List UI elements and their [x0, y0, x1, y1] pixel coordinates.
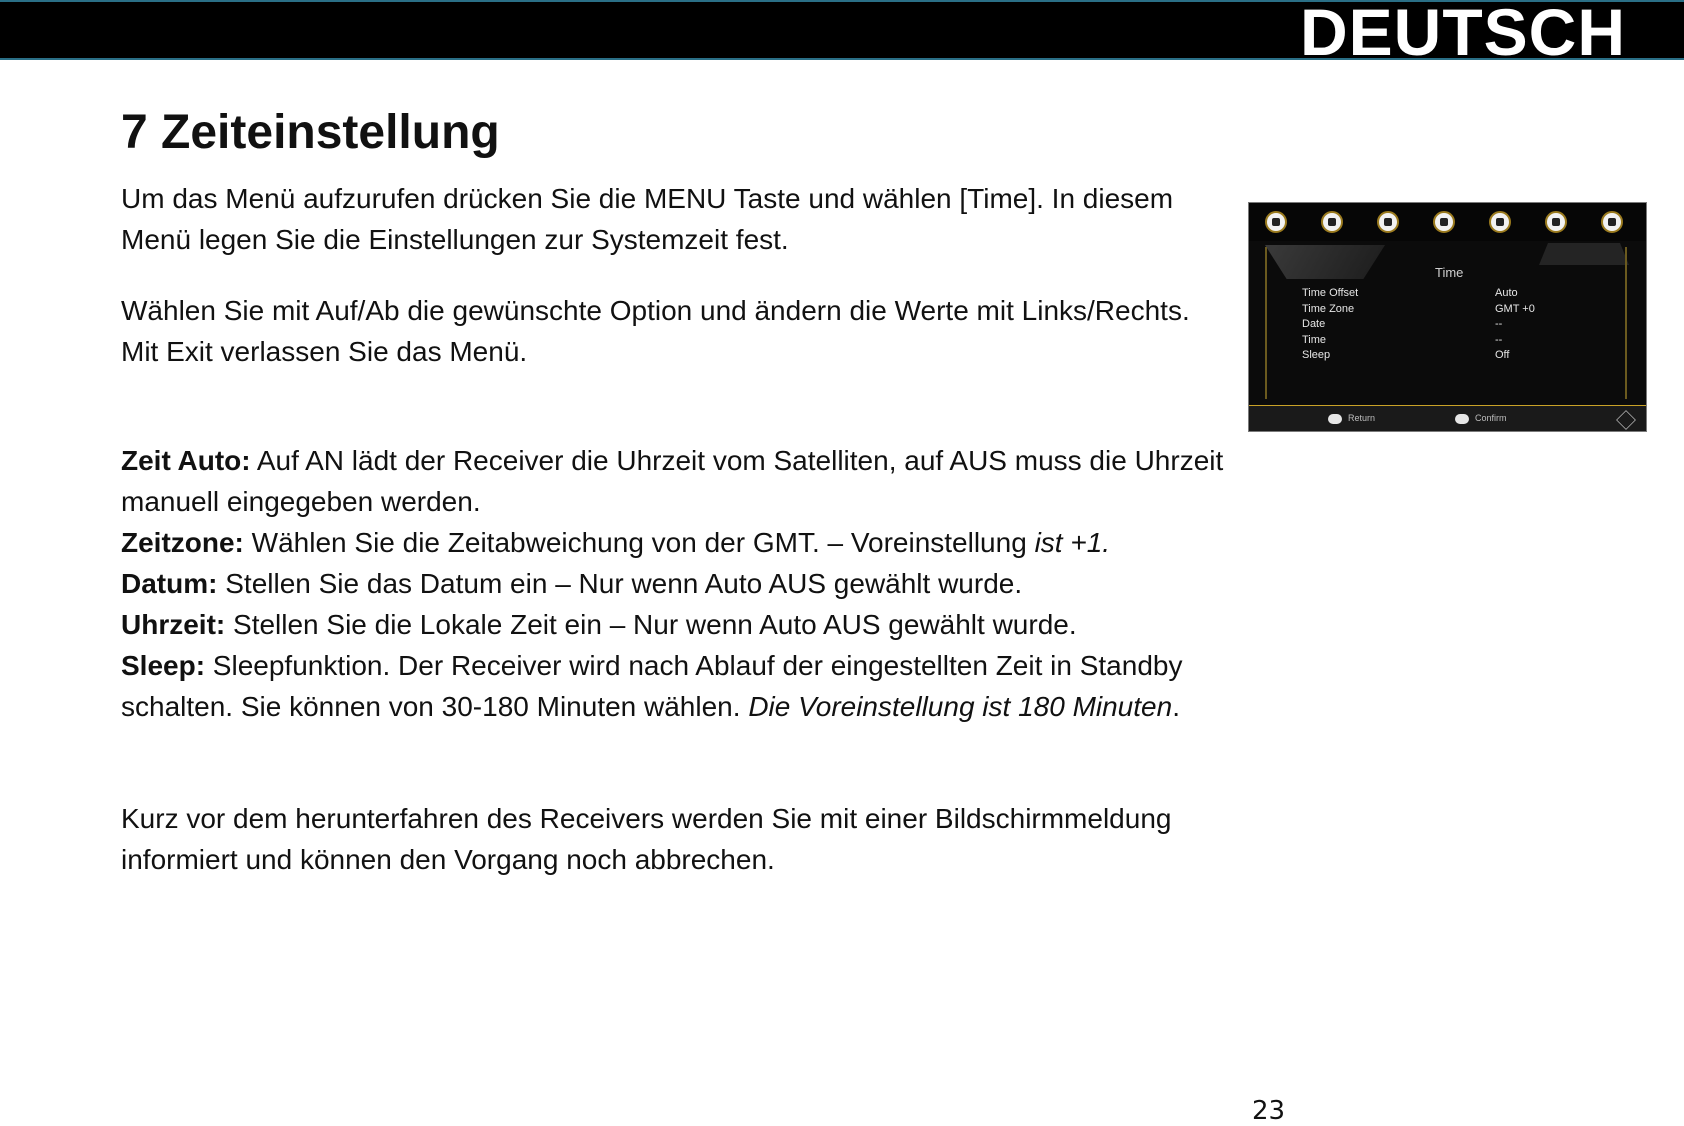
- definition-text: Auf AN lädt der Receiver die Uhrzeit vom Satelliten, auf AUS muss die Uhrzeit manuell eingegeben werden.: [121, 445, 1224, 517]
- definition-text: Stellen Sie das Datum ein – Nur wenn Auto AUS gewählt wurde.: [217, 568, 1023, 599]
- intro-paragraph-1: Um das Menü aufzurufen drücken Sie die MENU Taste und wählen [Time]. In diesem Menü legen Sie die Einstellungen zur Systemzeit fest.: [121, 183, 1174, 255]
- osd-row-value: --: [1495, 334, 1503, 346]
- osd-row-value: Off: [1495, 349, 1510, 361]
- term: Zeitzone:: [121, 527, 244, 558]
- osd-row-label: Date: [1302, 318, 1326, 330]
- definition-end: .: [1172, 691, 1180, 722]
- definition-text: Stellen Sie die Lokale Zeit ein – Nur wenn Auto AUS gewählt wurde.: [225, 609, 1077, 640]
- ok-key-icon: [1455, 414, 1469, 424]
- osd-row-value: --: [1495, 318, 1503, 330]
- definition-italic: ist +1.: [1034, 527, 1111, 558]
- osd-row-label: Time Offset: [1302, 287, 1359, 299]
- osd-row: [1302, 318, 1602, 333]
- time-menu-screenshot: [1248, 202, 1647, 432]
- osd-row-label: Time: [1302, 334, 1327, 346]
- definition-italic: Die Voreinstellung ist 180 Minuten: [748, 691, 1173, 722]
- definition-list: [121, 440, 1261, 727]
- term: Sleep:: [121, 650, 206, 681]
- time-icon: [1433, 211, 1455, 233]
- osd-row: [1302, 287, 1602, 302]
- osd-return-hint: [1328, 413, 1375, 425]
- closing-paragraph: Kurz vor dem herunterfahren des Receivers werden Sie mit einer Bildschirmmeldung informiert und können den Vorgang noch abbrechen.: [121, 803, 1172, 875]
- osd-icon-bar: [1249, 203, 1647, 241]
- term: Datum:: [121, 568, 218, 599]
- channel-list-icon: [1265, 211, 1287, 233]
- language-label: DEUTSCH: [1299, 0, 1626, 69]
- header-bar: [0, 0, 1684, 69]
- osd-row-label: Time Zone: [1302, 303, 1355, 315]
- media-icon: [1321, 211, 1343, 233]
- osd-row-label: Sleep: [1302, 349, 1331, 361]
- page-number: 23: [1252, 1096, 1286, 1126]
- osd-row: [1302, 303, 1602, 318]
- osd-footer: [1249, 405, 1647, 432]
- osd-confirm-label: Confirm: [1475, 413, 1507, 423]
- definition-sleep: [121, 645, 1261, 727]
- definition-text: Wählen Sie die Zeitabweichung von der GMT. – Voreinstellung: [243, 527, 1035, 558]
- exit-key-icon: [1328, 414, 1342, 424]
- game-icon: [1489, 211, 1511, 233]
- term: Zeit Auto:: [121, 445, 251, 476]
- osd-return-label: Return: [1348, 413, 1376, 423]
- osd-confirm-hint: [1455, 413, 1507, 425]
- intro-paragraph-2: Wählen Sie mit Auf/Ab die gewünschte Option und ändern die Werte mit Links/Rechts. Mit Exit verlassen Sie das Menü.: [121, 295, 1190, 367]
- definition-datum: [121, 563, 1261, 604]
- term: Uhrzeit:: [121, 609, 226, 640]
- osd-row: [1302, 334, 1602, 349]
- page-title: 7 Zeiteinstellung: [121, 106, 500, 159]
- osd-row: [1302, 349, 1602, 364]
- definition-zeit-auto: [121, 440, 1261, 522]
- navigation-arrows-icon: [1616, 410, 1636, 430]
- definition-uhrzeit: [121, 604, 1261, 645]
- settings-icon: [1545, 211, 1567, 233]
- definition-text: Sleepfunktion. Der Receiver wird nach Ablauf der eingestellten Zeit in Standby schalten. Sie können von 30-180 Minuten wählen.: [121, 650, 1183, 722]
- search-icon: [1377, 211, 1399, 233]
- definition-zeitzone: [121, 522, 1261, 563]
- tools-icon: [1601, 211, 1623, 233]
- osd-title: Time: [1435, 265, 1464, 280]
- osd-row-value: GMT +0: [1495, 303, 1535, 315]
- osd-row-value: Auto: [1495, 287, 1518, 299]
